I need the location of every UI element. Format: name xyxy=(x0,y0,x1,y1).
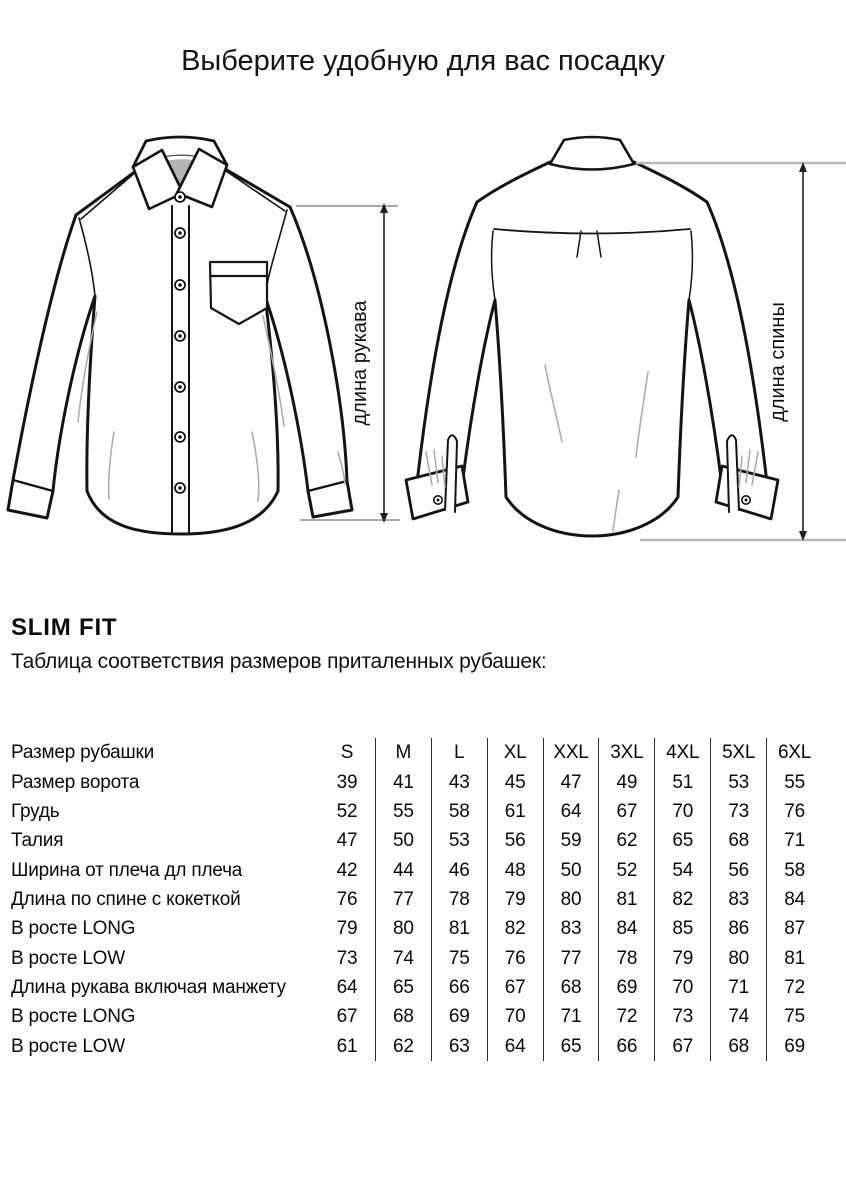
table-row xyxy=(0,943,822,972)
back-shirt-outline xyxy=(416,162,768,536)
size-value: 68 xyxy=(710,1031,766,1060)
size-value: 52 xyxy=(598,855,654,884)
table-row xyxy=(0,1002,822,1031)
arrowhead-up xyxy=(380,203,388,213)
size-value: 58 xyxy=(766,855,822,884)
row-label: Талия xyxy=(11,830,64,852)
size-value: 84 xyxy=(598,914,654,943)
size-value: 53 xyxy=(710,767,766,796)
size-value: 45 xyxy=(487,767,543,796)
back-left-sleeve-placket xyxy=(445,435,457,512)
size-value: 73 xyxy=(654,1002,710,1031)
size-value: 70 xyxy=(654,797,710,826)
size-value: 62 xyxy=(598,826,654,855)
size-column-header: 4XL xyxy=(654,738,710,767)
size-value: 81 xyxy=(431,914,487,943)
size-value: 83 xyxy=(710,885,766,914)
size-value: 42 xyxy=(336,859,358,881)
size-value: 71 xyxy=(710,973,766,1002)
section-subtitle: Таблица соответствия размеров приталенных рубашек: xyxy=(11,650,547,673)
size-value: 74 xyxy=(375,943,431,972)
size-value: 82 xyxy=(487,914,543,943)
size-value: 41 xyxy=(375,767,431,796)
size-column-header: 5XL xyxy=(710,738,766,767)
size-value: 78 xyxy=(431,885,487,914)
arrowhead-down xyxy=(380,513,388,523)
row-label: Размер рубашки xyxy=(11,742,155,764)
size-value: 56 xyxy=(487,826,543,855)
size-column-header: XL xyxy=(487,738,543,767)
front-shirt-outline xyxy=(8,166,352,534)
size-value: 75 xyxy=(431,943,487,972)
row-label: В росте LONG xyxy=(11,918,136,940)
size-value: 68 xyxy=(710,826,766,855)
size-value: 87 xyxy=(766,914,822,943)
size-value: 71 xyxy=(543,1002,599,1031)
size-value: 49 xyxy=(598,767,654,796)
size-value: 70 xyxy=(654,973,710,1002)
size-column-header: 3XL xyxy=(598,738,654,767)
size-value: 72 xyxy=(766,973,822,1002)
size-value: 62 xyxy=(375,1031,431,1060)
row-label: В росте LONG xyxy=(11,1006,136,1028)
size-value: 77 xyxy=(375,885,431,914)
size-value: 69 xyxy=(431,1002,487,1031)
table-row xyxy=(0,738,822,767)
size-value: 71 xyxy=(766,826,822,855)
size-value: 52 xyxy=(336,800,358,822)
size-value: 46 xyxy=(431,855,487,884)
size-value: 72 xyxy=(598,1002,654,1031)
table-row xyxy=(0,855,822,884)
size-value: 79 xyxy=(654,943,710,972)
size-value: 61 xyxy=(336,1035,358,1057)
size-value: 81 xyxy=(598,885,654,914)
size-column-header: M xyxy=(375,738,431,767)
table-row xyxy=(0,767,822,796)
back-length-label: длина спины xyxy=(767,302,789,422)
row-label: В росте LOW xyxy=(11,1035,125,1057)
table-row xyxy=(0,826,822,855)
back-right-sleeve-placket xyxy=(727,435,739,512)
table-row xyxy=(0,914,822,943)
size-value: 67 xyxy=(598,797,654,826)
size-value: 64 xyxy=(487,1031,543,1060)
size-value: 67 xyxy=(654,1031,710,1060)
size-column-header: L xyxy=(431,738,487,767)
back-collar xyxy=(550,137,634,170)
size-value: 76 xyxy=(766,797,822,826)
size-value: 65 xyxy=(543,1031,599,1060)
size-value: 39 xyxy=(336,771,358,793)
size-table xyxy=(0,738,822,1061)
size-value: 80 xyxy=(375,914,431,943)
size-value: 76 xyxy=(487,943,543,972)
size-value: 56 xyxy=(710,855,766,884)
section-heading: SLIM FIT xyxy=(11,614,118,641)
size-value: 82 xyxy=(654,885,710,914)
front-shirt-drawing xyxy=(8,137,352,534)
row-label: Длина по спине с кокеткой xyxy=(11,888,241,910)
size-value: 70 xyxy=(487,1002,543,1031)
size-value: 77 xyxy=(543,943,599,972)
size-value: 84 xyxy=(766,885,822,914)
size-value: 64 xyxy=(336,976,358,998)
size-value: 59 xyxy=(543,826,599,855)
size-value: 69 xyxy=(598,973,654,1002)
size-value: 73 xyxy=(710,797,766,826)
size-value: 64 xyxy=(543,797,599,826)
size-value: 79 xyxy=(487,885,543,914)
size-value: 43 xyxy=(431,767,487,796)
size-value: 63 xyxy=(431,1031,487,1060)
size-value: 66 xyxy=(598,1031,654,1060)
size-value: 67 xyxy=(336,1006,358,1028)
size-value: 47 xyxy=(543,767,599,796)
size-value: 85 xyxy=(654,914,710,943)
table-row xyxy=(0,973,822,1002)
size-value: 50 xyxy=(543,855,599,884)
size-value: 55 xyxy=(375,797,431,826)
size-value: 81 xyxy=(766,943,822,972)
size-value: 65 xyxy=(375,973,431,1002)
size-value: 69 xyxy=(766,1031,822,1060)
size-column-header: S xyxy=(340,742,354,764)
size-value: 66 xyxy=(431,973,487,1002)
size-value: 48 xyxy=(487,855,543,884)
size-value: 47 xyxy=(336,830,358,852)
size-value: 67 xyxy=(487,973,543,1002)
back-shirt-drawing xyxy=(406,137,778,536)
size-value: 61 xyxy=(487,797,543,826)
size-value: 75 xyxy=(766,1002,822,1031)
size-value: 76 xyxy=(336,888,358,910)
size-value: 80 xyxy=(710,943,766,972)
size-value: 86 xyxy=(710,914,766,943)
size-value: 73 xyxy=(336,947,358,969)
row-label: Грудь xyxy=(11,800,60,822)
size-value: 68 xyxy=(375,1002,431,1031)
row-label: Длина рукава включая манжету xyxy=(11,976,286,998)
size-value: 58 xyxy=(431,797,487,826)
size-value: 79 xyxy=(336,918,358,940)
page-title: Выберите удобную для вас посадку xyxy=(181,45,665,77)
table-row xyxy=(0,797,822,826)
size-column-header: XXL xyxy=(543,738,599,767)
size-value: 54 xyxy=(654,855,710,884)
table-row xyxy=(0,885,822,914)
size-value: 53 xyxy=(431,826,487,855)
row-label: В росте LOW xyxy=(11,947,125,969)
size-value: 51 xyxy=(654,767,710,796)
row-label: Ширина от плеча дл плеча xyxy=(11,859,243,881)
size-value: 74 xyxy=(710,1002,766,1031)
row-label: Размер ворота xyxy=(11,771,140,793)
size-value: 68 xyxy=(543,973,599,1002)
size-value: 80 xyxy=(543,885,599,914)
size-value: 50 xyxy=(375,826,431,855)
size-value: 83 xyxy=(543,914,599,943)
size-value: 65 xyxy=(654,826,710,855)
size-column-header: 6XL xyxy=(766,738,822,767)
table-row xyxy=(0,1031,822,1060)
size-value: 44 xyxy=(375,855,431,884)
size-value: 55 xyxy=(766,767,822,796)
sleeve-length-label: длина рукава xyxy=(349,300,371,426)
size-value: 78 xyxy=(598,943,654,972)
